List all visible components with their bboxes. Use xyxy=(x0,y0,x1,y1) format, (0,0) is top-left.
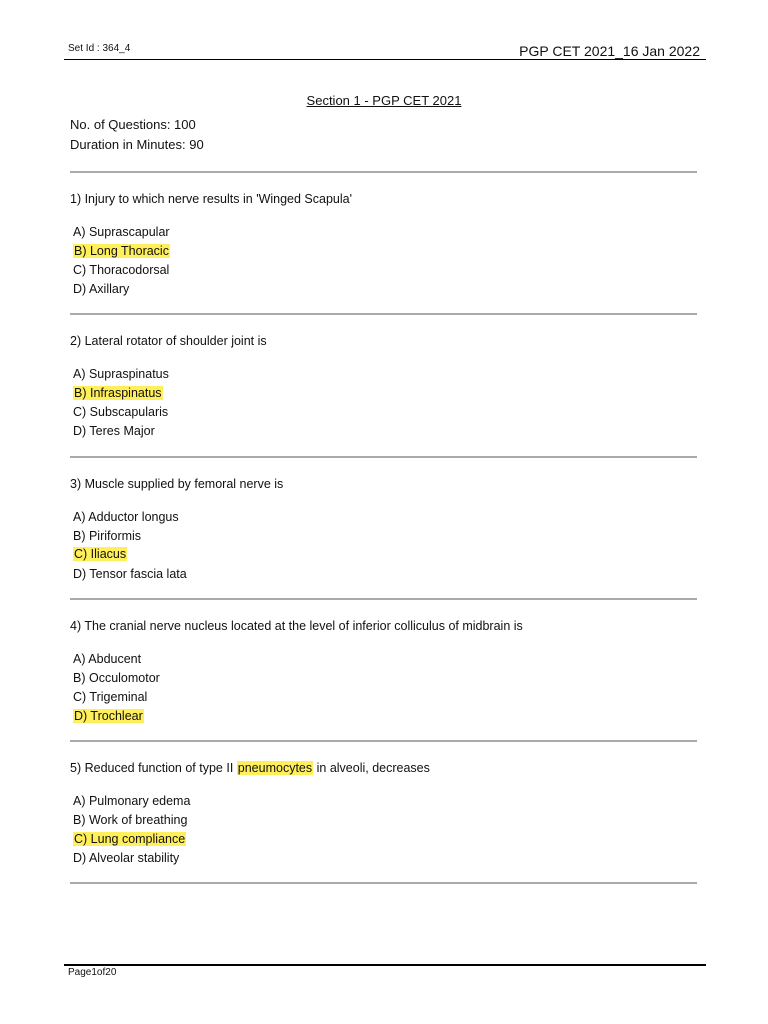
question-4-text: 4) The cranial nerve nucleus located at the level of inferior colliculus of midbrain is xyxy=(70,619,523,633)
highlight: D) Trochlear xyxy=(74,709,143,723)
q2-option-d: D) Teres Major xyxy=(73,424,155,438)
highlight: B) Infraspinatus xyxy=(74,386,162,400)
divider xyxy=(70,598,697,600)
q1-option-c: C) Thoracodorsal xyxy=(73,263,170,277)
q5-option-c xyxy=(73,831,186,847)
q4-option-d xyxy=(73,708,144,724)
question-3-text: 3) Muscle supplied by femoral nerve is xyxy=(70,477,284,491)
exam-title: PGP CET 2021_16 Jan 2022 xyxy=(519,43,700,59)
highlight: C) Lung compliance xyxy=(74,832,186,846)
q5-option-a: A) Pulmonary edema xyxy=(73,794,191,808)
question-5-text: 5) Reduced function of type II pneumocytes in alveoli, decreases xyxy=(70,761,430,775)
divider xyxy=(70,882,697,884)
header-rule xyxy=(64,59,706,60)
q5-option-b: B) Work of breathing xyxy=(73,813,188,827)
set-id: Set Id : 364_4 xyxy=(68,43,131,54)
q1-option-d: D) Axillary xyxy=(73,282,130,296)
q2-option-c: C) Subscapularis xyxy=(73,405,169,419)
q2-option-b xyxy=(73,385,163,401)
divider xyxy=(70,171,697,173)
q4-option-b: B) Occulomotor xyxy=(73,671,160,685)
q3-option-a: A) Adductor longus xyxy=(73,510,179,524)
highlight: pneumocytes xyxy=(237,761,313,775)
section-title: Section 1 - PGP CET 2021 xyxy=(306,93,462,108)
divider xyxy=(70,313,697,315)
page-number: Page1of20 xyxy=(68,967,117,978)
question-2-text: 2) Lateral rotator of shoulder joint is xyxy=(70,334,267,348)
q2-option-a: A) Supraspinatus xyxy=(73,367,169,381)
q3-option-c xyxy=(73,546,127,562)
q5-option-d: D) Alveolar stability xyxy=(73,851,180,865)
q1-option-a: A) Suprascapular xyxy=(73,225,170,239)
divider xyxy=(70,740,697,742)
highlight: C) Iliacus xyxy=(74,547,127,561)
divider xyxy=(70,456,697,458)
q4-option-c: C) Trigeminal xyxy=(73,690,148,704)
question-count: No. of Questions: 100 xyxy=(70,117,196,132)
footer-rule xyxy=(64,964,706,966)
question-1-text: 1) Injury to which nerve results in 'Winged Scapula' xyxy=(70,192,352,206)
q1-option-b xyxy=(73,243,170,259)
q3-option-d: D) Tensor fascia lata xyxy=(73,567,187,581)
highlight: B) Long Thoracic xyxy=(74,244,169,258)
q3-option-b: B) Piriformis xyxy=(73,529,142,543)
q4-option-a: A) Abducent xyxy=(73,652,142,666)
duration: Duration in Minutes: 90 xyxy=(70,137,204,152)
